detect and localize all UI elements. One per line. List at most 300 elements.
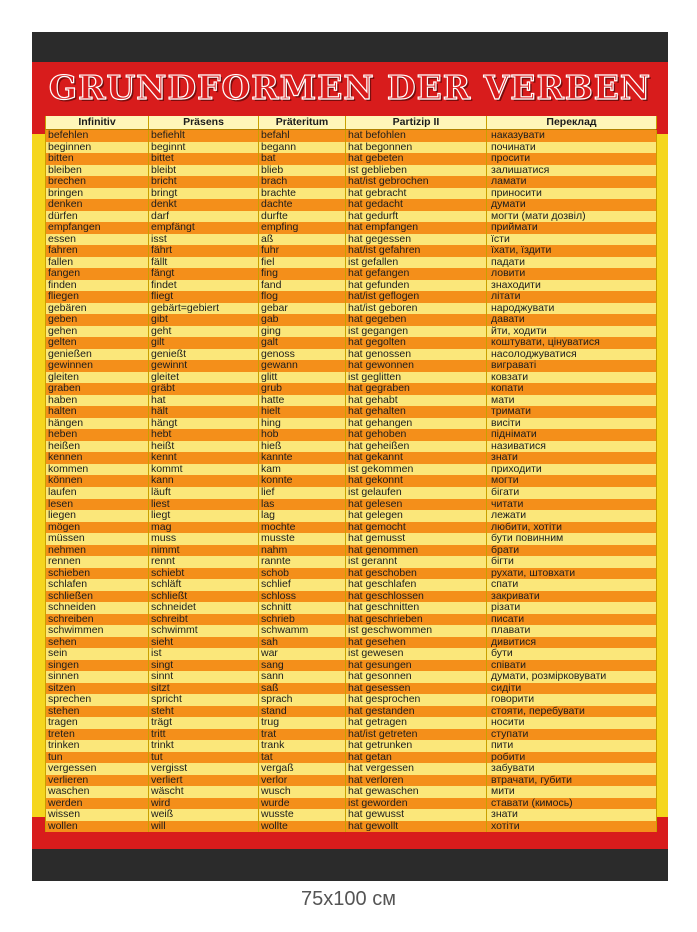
cell-translation: брати	[487, 545, 657, 557]
cell-translation: плавати	[487, 625, 657, 637]
cell-infinitiv: geben	[46, 314, 149, 326]
cell-prasens: sieht	[149, 637, 259, 649]
cell-prateritum: dachte	[259, 199, 346, 211]
cell-prateritum: lief	[259, 487, 346, 499]
cell-translation: співати	[487, 660, 657, 672]
cell-infinitiv: empfangen	[46, 222, 149, 234]
cell-infinitiv: kommen	[46, 464, 149, 476]
cell-prateritum: hing	[259, 418, 346, 430]
cell-translation: залишатися	[487, 165, 657, 177]
cell-partizip: hat gewollt	[346, 821, 487, 833]
cell-infinitiv: essen	[46, 234, 149, 246]
cell-translation: втрачати, губити	[487, 775, 657, 787]
cell-infinitiv: schreiben	[46, 614, 149, 626]
cell-prateritum: vergaß	[259, 763, 346, 775]
cell-prasens: gräbt	[149, 383, 259, 395]
cell-translation: думати, розмірковувати	[487, 671, 657, 683]
table-row	[46, 499, 656, 511]
cell-prateritum: wurde	[259, 798, 346, 810]
cell-infinitiv: schwimmen	[46, 625, 149, 637]
cell-prateritum: trat	[259, 729, 346, 741]
cell-partizip: ist gefallen	[346, 257, 487, 269]
table-row	[46, 637, 656, 649]
cell-translation: називатися	[487, 441, 657, 453]
cell-partizip: hat gesehen	[346, 637, 487, 649]
cell-infinitiv: gehen	[46, 326, 149, 338]
cell-prateritum: befahl	[259, 130, 346, 142]
cell-infinitiv: fallen	[46, 257, 149, 269]
cell-partizip: hat gebracht	[346, 188, 487, 200]
cell-partizip: hat genossen	[346, 349, 487, 361]
table-row	[46, 395, 656, 407]
cell-prateritum: nahm	[259, 545, 346, 557]
cell-partizip: hat gesonnen	[346, 671, 487, 683]
cell-partizip: hat gewaschen	[346, 786, 487, 798]
cell-infinitiv: tragen	[46, 717, 149, 729]
cell-infinitiv: nehmen	[46, 545, 149, 557]
cell-translation: висіти	[487, 418, 657, 430]
cell-prateritum: kam	[259, 464, 346, 476]
cell-partizip: ist geblieben	[346, 165, 487, 177]
cell-partizip: hat verloren	[346, 775, 487, 787]
cell-prasens: gibt	[149, 314, 259, 326]
cell-prateritum: begann	[259, 142, 346, 154]
cell-prasens: nimmt	[149, 545, 259, 557]
table-row	[46, 568, 656, 580]
cell-prateritum: trank	[259, 740, 346, 752]
cell-infinitiv: dürfen	[46, 211, 149, 223]
cell-infinitiv: denken	[46, 199, 149, 211]
cell-translation: писати	[487, 614, 657, 626]
cell-partizip: hat gehoben	[346, 429, 487, 441]
table-row	[46, 153, 656, 165]
cell-prasens: isst	[149, 234, 259, 246]
cell-prasens: hält	[149, 406, 259, 418]
cell-prasens: sinnt	[149, 671, 259, 683]
cell-partizip: hat vergessen	[346, 763, 487, 775]
cell-prateritum: mochte	[259, 522, 346, 534]
cell-prasens: kennt	[149, 452, 259, 464]
cell-prasens: wäscht	[149, 786, 259, 798]
cell-prasens: liegt	[149, 510, 259, 522]
cell-prasens: schläft	[149, 579, 259, 591]
table-row	[46, 786, 656, 798]
cell-translation: просити	[487, 153, 657, 165]
cell-prasens: schreibt	[149, 614, 259, 626]
cell-partizip: hat gesungen	[346, 660, 487, 672]
cell-prasens: fährt	[149, 245, 259, 257]
table-row	[46, 717, 656, 729]
cell-translation: народжувати	[487, 303, 657, 315]
cell-prasens: befiehlt	[149, 130, 259, 142]
cell-translation: бути	[487, 648, 657, 660]
cell-prasens: hebt	[149, 429, 259, 441]
cell-infinitiv: können	[46, 475, 149, 487]
cell-prateritum: gewann	[259, 360, 346, 372]
cell-infinitiv: rennen	[46, 556, 149, 568]
cell-infinitiv: liegen	[46, 510, 149, 522]
table-row	[46, 383, 656, 395]
cell-infinitiv: genießen	[46, 349, 149, 361]
cell-infinitiv: bitten	[46, 153, 149, 165]
cell-prasens: muss	[149, 533, 259, 545]
table-row	[46, 545, 656, 557]
cell-partizip: ist gekommen	[346, 464, 487, 476]
cell-prasens: fängt	[149, 268, 259, 280]
cell-translation: ставати (кимось)	[487, 798, 657, 810]
table-row	[46, 648, 656, 660]
cell-prasens: beginnt	[149, 142, 259, 154]
table-row	[46, 775, 656, 787]
cell-prateritum: flog	[259, 291, 346, 303]
cell-prateritum: war	[259, 648, 346, 660]
cell-infinitiv: singen	[46, 660, 149, 672]
table-row	[46, 591, 656, 603]
cell-translation: бігати	[487, 487, 657, 499]
cell-translation: приносити	[487, 188, 657, 200]
table-row	[46, 234, 656, 246]
cell-partizip: hat gefunden	[346, 280, 487, 292]
cell-partizip: hat gesessen	[346, 683, 487, 695]
cell-prateritum: empfing	[259, 222, 346, 234]
cell-prateritum: schwamm	[259, 625, 346, 637]
cell-translation: тримати	[487, 406, 657, 418]
cell-partizip: hat gedurft	[346, 211, 487, 223]
cell-infinitiv: gewinnen	[46, 360, 149, 372]
table-row	[46, 464, 656, 476]
cell-prasens: bringt	[149, 188, 259, 200]
cell-prasens: fliegt	[149, 291, 259, 303]
table-row	[46, 533, 656, 545]
cell-partizip: hat gewonnen	[346, 360, 487, 372]
cell-infinitiv: gelten	[46, 337, 149, 349]
table-row	[46, 763, 656, 775]
cell-translation: наказувати	[487, 130, 657, 142]
cell-prasens: singt	[149, 660, 259, 672]
cell-infinitiv: verlieren	[46, 775, 149, 787]
cell-translation: ламати	[487, 176, 657, 188]
cell-prateritum: trug	[259, 717, 346, 729]
cell-partizip: hat gehalten	[346, 406, 487, 418]
table-row	[46, 176, 656, 188]
cell-translation: піднімати	[487, 429, 657, 441]
cell-infinitiv: schlafen	[46, 579, 149, 591]
table-row	[46, 406, 656, 418]
cell-prasens: heißt	[149, 441, 259, 453]
table-row	[46, 522, 656, 534]
table-row	[46, 165, 656, 177]
cell-partizip: hat/ist geflogen	[346, 291, 487, 303]
cell-infinitiv: vergessen	[46, 763, 149, 775]
cell-partizip: hat getrunken	[346, 740, 487, 752]
cell-translation: закривати	[487, 591, 657, 603]
cell-translation: носити	[487, 717, 657, 729]
cell-infinitiv: fliegen	[46, 291, 149, 303]
cell-prateritum: glitt	[259, 372, 346, 384]
cell-infinitiv: sein	[46, 648, 149, 660]
table-row	[46, 418, 656, 430]
cell-prasens: sitzt	[149, 683, 259, 695]
cell-translation: думати	[487, 199, 657, 211]
table-row	[46, 280, 656, 292]
table-row	[46, 199, 656, 211]
cell-prateritum: grub	[259, 383, 346, 395]
cell-translation: рухати, штовхати	[487, 568, 657, 580]
cell-translation: виграватi	[487, 360, 657, 372]
cell-prasens: vergisst	[149, 763, 259, 775]
cell-prateritum: sah	[259, 637, 346, 649]
cell-partizip: ist gerannt	[346, 556, 487, 568]
cell-translation: приймати	[487, 222, 657, 234]
cell-prateritum: ging	[259, 326, 346, 338]
cell-prasens: schiebt	[149, 568, 259, 580]
cell-partizip: hat geschrieben	[346, 614, 487, 626]
cell-prateritum: gab	[259, 314, 346, 326]
cell-partizip: hat geschoben	[346, 568, 487, 580]
table-row	[46, 671, 656, 683]
table-row	[46, 487, 656, 499]
cell-partizip: hat gegolten	[346, 337, 487, 349]
cell-prasens: trägt	[149, 717, 259, 729]
cell-prasens: kommt	[149, 464, 259, 476]
cell-prateritum: schnitt	[259, 602, 346, 614]
cell-partizip: hat getan	[346, 752, 487, 764]
cell-translation: літати	[487, 291, 657, 303]
table-row	[46, 222, 656, 234]
cell-infinitiv: kennen	[46, 452, 149, 464]
header-prasens: Präsens	[149, 116, 259, 129]
cell-prasens: bricht	[149, 176, 259, 188]
table-row	[46, 372, 656, 384]
cell-prateritum: kannte	[259, 452, 346, 464]
table-row	[46, 211, 656, 223]
cell-prasens: weiß	[149, 809, 259, 821]
cell-prasens: genießt	[149, 349, 259, 361]
cell-infinitiv: hängen	[46, 418, 149, 430]
cell-partizip: hat gegeben	[346, 314, 487, 326]
cell-translation: мати	[487, 395, 657, 407]
cell-prasens: hat	[149, 395, 259, 407]
cell-prasens: schwimmt	[149, 625, 259, 637]
cell-partizip: ist gegangen	[346, 326, 487, 338]
table-row	[46, 142, 656, 154]
cell-translation: починати	[487, 142, 657, 154]
table-row	[46, 614, 656, 626]
cell-prasens: gebärt=gebiert	[149, 303, 259, 315]
cell-prasens: läuft	[149, 487, 259, 499]
cell-translation: хотіти	[487, 821, 657, 833]
cell-prateritum: fing	[259, 268, 346, 280]
cell-infinitiv: lesen	[46, 499, 149, 511]
cell-partizip: hat/ist gefahren	[346, 245, 487, 257]
cell-translation: їсти	[487, 234, 657, 246]
cell-prateritum: rannte	[259, 556, 346, 568]
cell-infinitiv: bringen	[46, 188, 149, 200]
table-row	[46, 291, 656, 303]
cell-infinitiv: stehen	[46, 706, 149, 718]
cell-prateritum: verlor	[259, 775, 346, 787]
cell-prateritum: saß	[259, 683, 346, 695]
cell-infinitiv: finden	[46, 280, 149, 292]
cell-prasens: rennt	[149, 556, 259, 568]
cell-translation: читати	[487, 499, 657, 511]
cell-infinitiv: treten	[46, 729, 149, 741]
cell-infinitiv: sitzen	[46, 683, 149, 695]
cell-infinitiv: bleiben	[46, 165, 149, 177]
cell-partizip: hat gestanden	[346, 706, 487, 718]
cell-translation: коштувати, цінуватися	[487, 337, 657, 349]
cell-prateritum: musste	[259, 533, 346, 545]
cell-partizip: hat genommen	[346, 545, 487, 557]
cell-translation: забувати	[487, 763, 657, 775]
cell-infinitiv: befehlen	[46, 130, 149, 142]
cell-translation: ступати	[487, 729, 657, 741]
cell-prasens: bleibt	[149, 165, 259, 177]
size-caption: 75x100 см	[301, 888, 396, 910]
table-row	[46, 579, 656, 591]
header-translation: Переклад	[487, 116, 657, 129]
cell-partizip: hat gegraben	[346, 383, 487, 395]
cell-infinitiv: gebären	[46, 303, 149, 315]
cell-translation: робити	[487, 752, 657, 764]
cell-translation: їхати, їздити	[487, 245, 657, 257]
cell-infinitiv: graben	[46, 383, 149, 395]
cell-prasens: schneidet	[149, 602, 259, 614]
cell-prateritum: hielt	[259, 406, 346, 418]
cell-translation: насолоджуватися	[487, 349, 657, 361]
table-row	[46, 245, 656, 257]
table-row	[46, 625, 656, 637]
cell-partizip: hat geschlafen	[346, 579, 487, 591]
cell-partizip: hat gedacht	[346, 199, 487, 211]
cell-partizip: hat gelesen	[346, 499, 487, 511]
cell-translation: ловити	[487, 268, 657, 280]
cell-translation: давати	[487, 314, 657, 326]
cell-prasens: findet	[149, 280, 259, 292]
table-row	[46, 809, 656, 821]
cell-translation: падати	[487, 257, 657, 269]
header-partizip: Partizip II	[346, 116, 487, 129]
cell-prasens: trinkt	[149, 740, 259, 752]
cell-prateritum: lag	[259, 510, 346, 522]
cell-translation: дивитися	[487, 637, 657, 649]
header-prateritum: Präteritum	[259, 116, 346, 129]
cell-translation: різати	[487, 602, 657, 614]
cell-translation: могти	[487, 475, 657, 487]
cell-prateritum: aß	[259, 234, 346, 246]
cell-translation: любити, хотіти	[487, 522, 657, 534]
cell-prateritum: gebar	[259, 303, 346, 315]
cell-prasens: verliert	[149, 775, 259, 787]
table-header	[45, 116, 656, 130]
cell-translation: приходити	[487, 464, 657, 476]
cell-infinitiv: trinken	[46, 740, 149, 752]
cell-translation: говорити	[487, 694, 657, 706]
cell-prateritum: bat	[259, 153, 346, 165]
cell-prasens: fällt	[149, 257, 259, 269]
table-row	[46, 257, 656, 269]
cell-translation: лежати	[487, 510, 657, 522]
cell-translation: спати	[487, 579, 657, 591]
cell-prasens: tut	[149, 752, 259, 764]
cell-prateritum: wollte	[259, 821, 346, 833]
cell-partizip: hat gemusst	[346, 533, 487, 545]
table-row	[46, 314, 656, 326]
cell-translation: ковзати	[487, 372, 657, 384]
cell-prateritum: schloss	[259, 591, 346, 603]
cell-prasens: steht	[149, 706, 259, 718]
table-row	[46, 452, 656, 464]
cell-prasens: schließt	[149, 591, 259, 603]
table-row	[46, 602, 656, 614]
cell-prateritum: wusste	[259, 809, 346, 821]
cell-translation: сидіти	[487, 683, 657, 695]
cell-partizip: hat gehabt	[346, 395, 487, 407]
cell-partizip: hat empfangen	[346, 222, 487, 234]
table-row	[46, 188, 656, 200]
cell-partizip: hat gewusst	[346, 809, 487, 821]
cell-infinitiv: schneiden	[46, 602, 149, 614]
cell-prateritum: las	[259, 499, 346, 511]
table-row	[46, 337, 656, 349]
cell-prateritum: sang	[259, 660, 346, 672]
cell-translation: бігти	[487, 556, 657, 568]
cell-prateritum: brachte	[259, 188, 346, 200]
cell-partizip: hat gehangen	[346, 418, 487, 430]
cell-translation: пити	[487, 740, 657, 752]
cell-partizip: ist geglitten	[346, 372, 487, 384]
cell-partizip: hat gemocht	[346, 522, 487, 534]
cell-infinitiv: müssen	[46, 533, 149, 545]
cell-prateritum: stand	[259, 706, 346, 718]
cell-prateritum: wusch	[259, 786, 346, 798]
cell-partizip: hat gefangen	[346, 268, 487, 280]
verb-table	[45, 116, 656, 832]
cell-prasens: darf	[149, 211, 259, 223]
cell-prasens: mag	[149, 522, 259, 534]
header-infinitiv: Infinitiv	[46, 116, 149, 129]
table-row	[46, 268, 656, 280]
table-row	[46, 694, 656, 706]
cell-translation: знати	[487, 452, 657, 464]
cell-prateritum: brach	[259, 176, 346, 188]
table-row	[46, 660, 656, 672]
cell-prateritum: fuhr	[259, 245, 346, 257]
cell-prasens: gewinnt	[149, 360, 259, 372]
cell-infinitiv: sinnen	[46, 671, 149, 683]
cell-partizip: hat geschlossen	[346, 591, 487, 603]
cell-prateritum: tat	[259, 752, 346, 764]
table-row	[46, 303, 656, 315]
cell-partizip: hat gegessen	[346, 234, 487, 246]
cell-translation: йти, ходити	[487, 326, 657, 338]
cell-partizip: hat getragen	[346, 717, 487, 729]
cell-prasens: tritt	[149, 729, 259, 741]
table-row	[46, 683, 656, 695]
cell-prateritum: sprach	[259, 694, 346, 706]
cell-prasens: bittet	[149, 153, 259, 165]
table-row	[46, 475, 656, 487]
table-row	[46, 556, 656, 568]
cell-prateritum: schrieb	[259, 614, 346, 626]
table-row	[46, 740, 656, 752]
cell-prasens: will	[149, 821, 259, 833]
cell-partizip: hat geschnitten	[346, 602, 487, 614]
cell-prasens: empfängt	[149, 222, 259, 234]
cell-infinitiv: waschen	[46, 786, 149, 798]
cell-infinitiv: schließen	[46, 591, 149, 603]
cell-partizip: hat/ist gebrochen	[346, 176, 487, 188]
